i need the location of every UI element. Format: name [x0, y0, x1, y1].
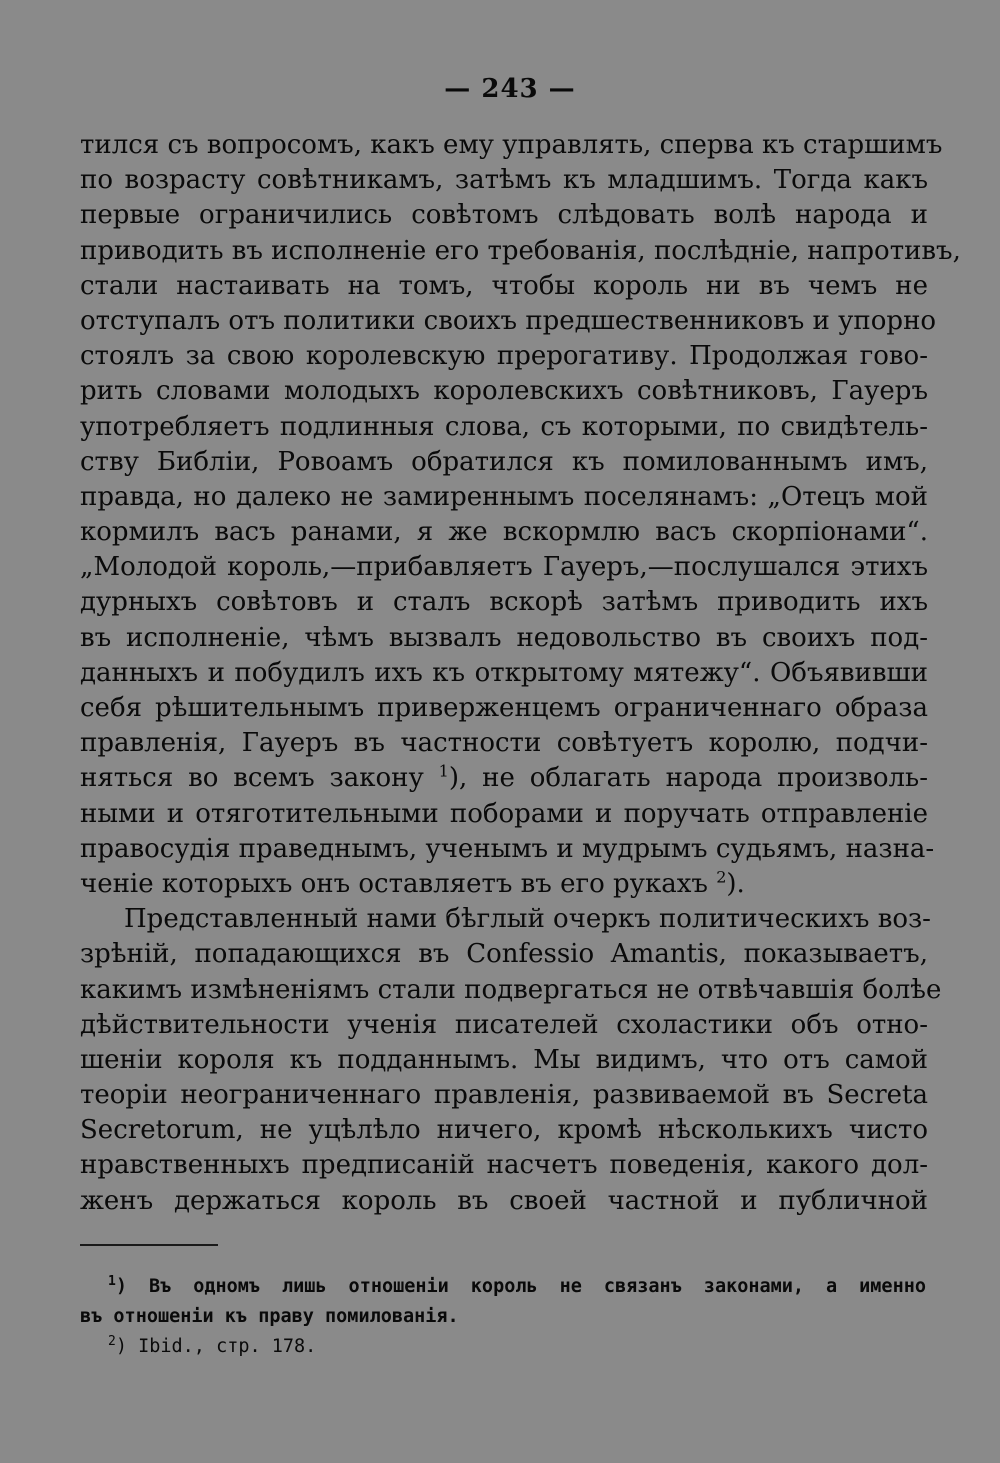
- footnote-text: ) Въ одномъ лишь отношеніи король не связанъ законами, а именно: [115, 1276, 926, 1297]
- text-line: нравственныхъ предписаній насчетъ поведенія, какого дол-: [80, 1150, 928, 1181]
- text-line: кормилъ васъ ранами, я же вскормлю васъ скорпіонами“.: [80, 517, 928, 548]
- paragraph-start-line: Представленный нами бѣглый очеркъ политическихъ воз-: [124, 904, 931, 935]
- footnote-separator: [80, 1244, 218, 1246]
- footnote-1-continuation: въ отношеніи къ праву помилованія.: [80, 1306, 459, 1327]
- text-line: употребляетъ подлинныя слова, съ которыми, по свидѣтель-: [80, 411, 928, 442]
- text-line: отступалъ отъ политики своихъ предшественниковъ и упорно: [80, 305, 937, 336]
- footnote-text: ) Ibid., стр. 178.: [115, 1336, 317, 1357]
- page-number: — 243 —: [444, 74, 576, 104]
- text-line: правосудія праведнымъ, ученымъ и мудрымъ судьямъ, назна-: [80, 833, 935, 864]
- text-line: въ исполненіе, чѣмъ вызвалъ недовольство въ своихъ под-: [80, 622, 928, 653]
- text-line: шеніи короля къ подданнымъ. Мы видимъ, что отъ самой: [80, 1044, 928, 1075]
- text-line: ными и отяготительными поборами и поручать отправленіе: [80, 798, 928, 829]
- text-fragment: ченіе которыхъ онъ оставляетъ въ его рукахъ: [80, 868, 708, 899]
- footnote-ref: 1: [438, 761, 449, 781]
- text-line: рить словами молодыхъ королевскихъ совѣтниковъ, Гауеръ: [80, 376, 928, 407]
- text-fragment: ).: [726, 868, 745, 899]
- text-line: правленія, Гауеръ въ частности совѣтуетъ королю, подчи-: [80, 728, 928, 759]
- text-line: дурныхъ совѣтовъ и сталъ вскорѣ затѣмъ приводить ихъ: [80, 587, 928, 618]
- text-line: первые ограничились совѣтомъ слѣдовать волѣ народа и: [80, 200, 928, 231]
- footnote-mark: 2: [108, 1333, 116, 1349]
- footnotes: [80, 1272, 926, 1362]
- footnote-ref: 2: [716, 867, 727, 887]
- text-line: какимъ измѣненіямъ стали подвергаться не отвѣчавшія болѣе: [80, 974, 942, 1005]
- text-line: правда, но далеко не замиреннымъ поселянамъ: „Отецъ мой: [80, 481, 928, 512]
- text-line: себя рѣшительнымъ приверженцемъ ограниченнаго образа: [80, 693, 928, 723]
- text-line: Secretorum, не уцѣлѣло ничего, кромѣ нѣсколькихъ чисто: [80, 1115, 928, 1146]
- footnote-1: [80, 1272, 926, 1302]
- text-line-with-footnote-ref: [80, 761, 928, 796]
- text-line: зрѣній, попадающихся въ Confessio Amantis, показываетъ,: [80, 939, 928, 970]
- text-line: данныхъ и побудилъ ихъ къ открытому мятежу“. Объявивши: [80, 657, 928, 688]
- text-line: приводить въ исполненіе его требованія, послѣдніе, напротивъ,: [80, 235, 961, 266]
- text-line-with-footnote-ref: [80, 867, 928, 902]
- footnote-mark: 1: [108, 1273, 116, 1289]
- text-line: по возрасту совѣтникамъ, затѣмъ къ младшимъ. Тогда какъ: [80, 165, 928, 196]
- text-line: дѣйствительности ученія писателей схоластики объ отно-: [80, 1009, 928, 1040]
- text-line: тился съ вопросомъ, какъ ему управлять, сперва къ старшимъ: [80, 130, 943, 160]
- text-line: женъ держаться король въ своей частной и публичной: [80, 1185, 928, 1216]
- footnote-2: [80, 1332, 926, 1362]
- body-text: [80, 128, 961, 1219]
- text-line: ству Библіи, Ровоамъ обратился къ помилованнымъ имъ,: [80, 446, 928, 477]
- text-fragment: няться во всемъ закону: [80, 763, 424, 794]
- text-line: стали настаивать на томъ, чтобы король ни въ чемъ не: [80, 270, 928, 301]
- text-line: „Молодой король,—прибавляетъ Гауеръ,—послушался этихъ: [80, 552, 928, 583]
- text-line: теоріи неограниченнаго правленія, развиваемой въ Secreta: [80, 1080, 928, 1111]
- text-fragment: ), не облагать народа произволь-: [448, 763, 928, 794]
- text-line: стоялъ за свою королевскую прерогативу. Продолжая гово-: [80, 341, 928, 372]
